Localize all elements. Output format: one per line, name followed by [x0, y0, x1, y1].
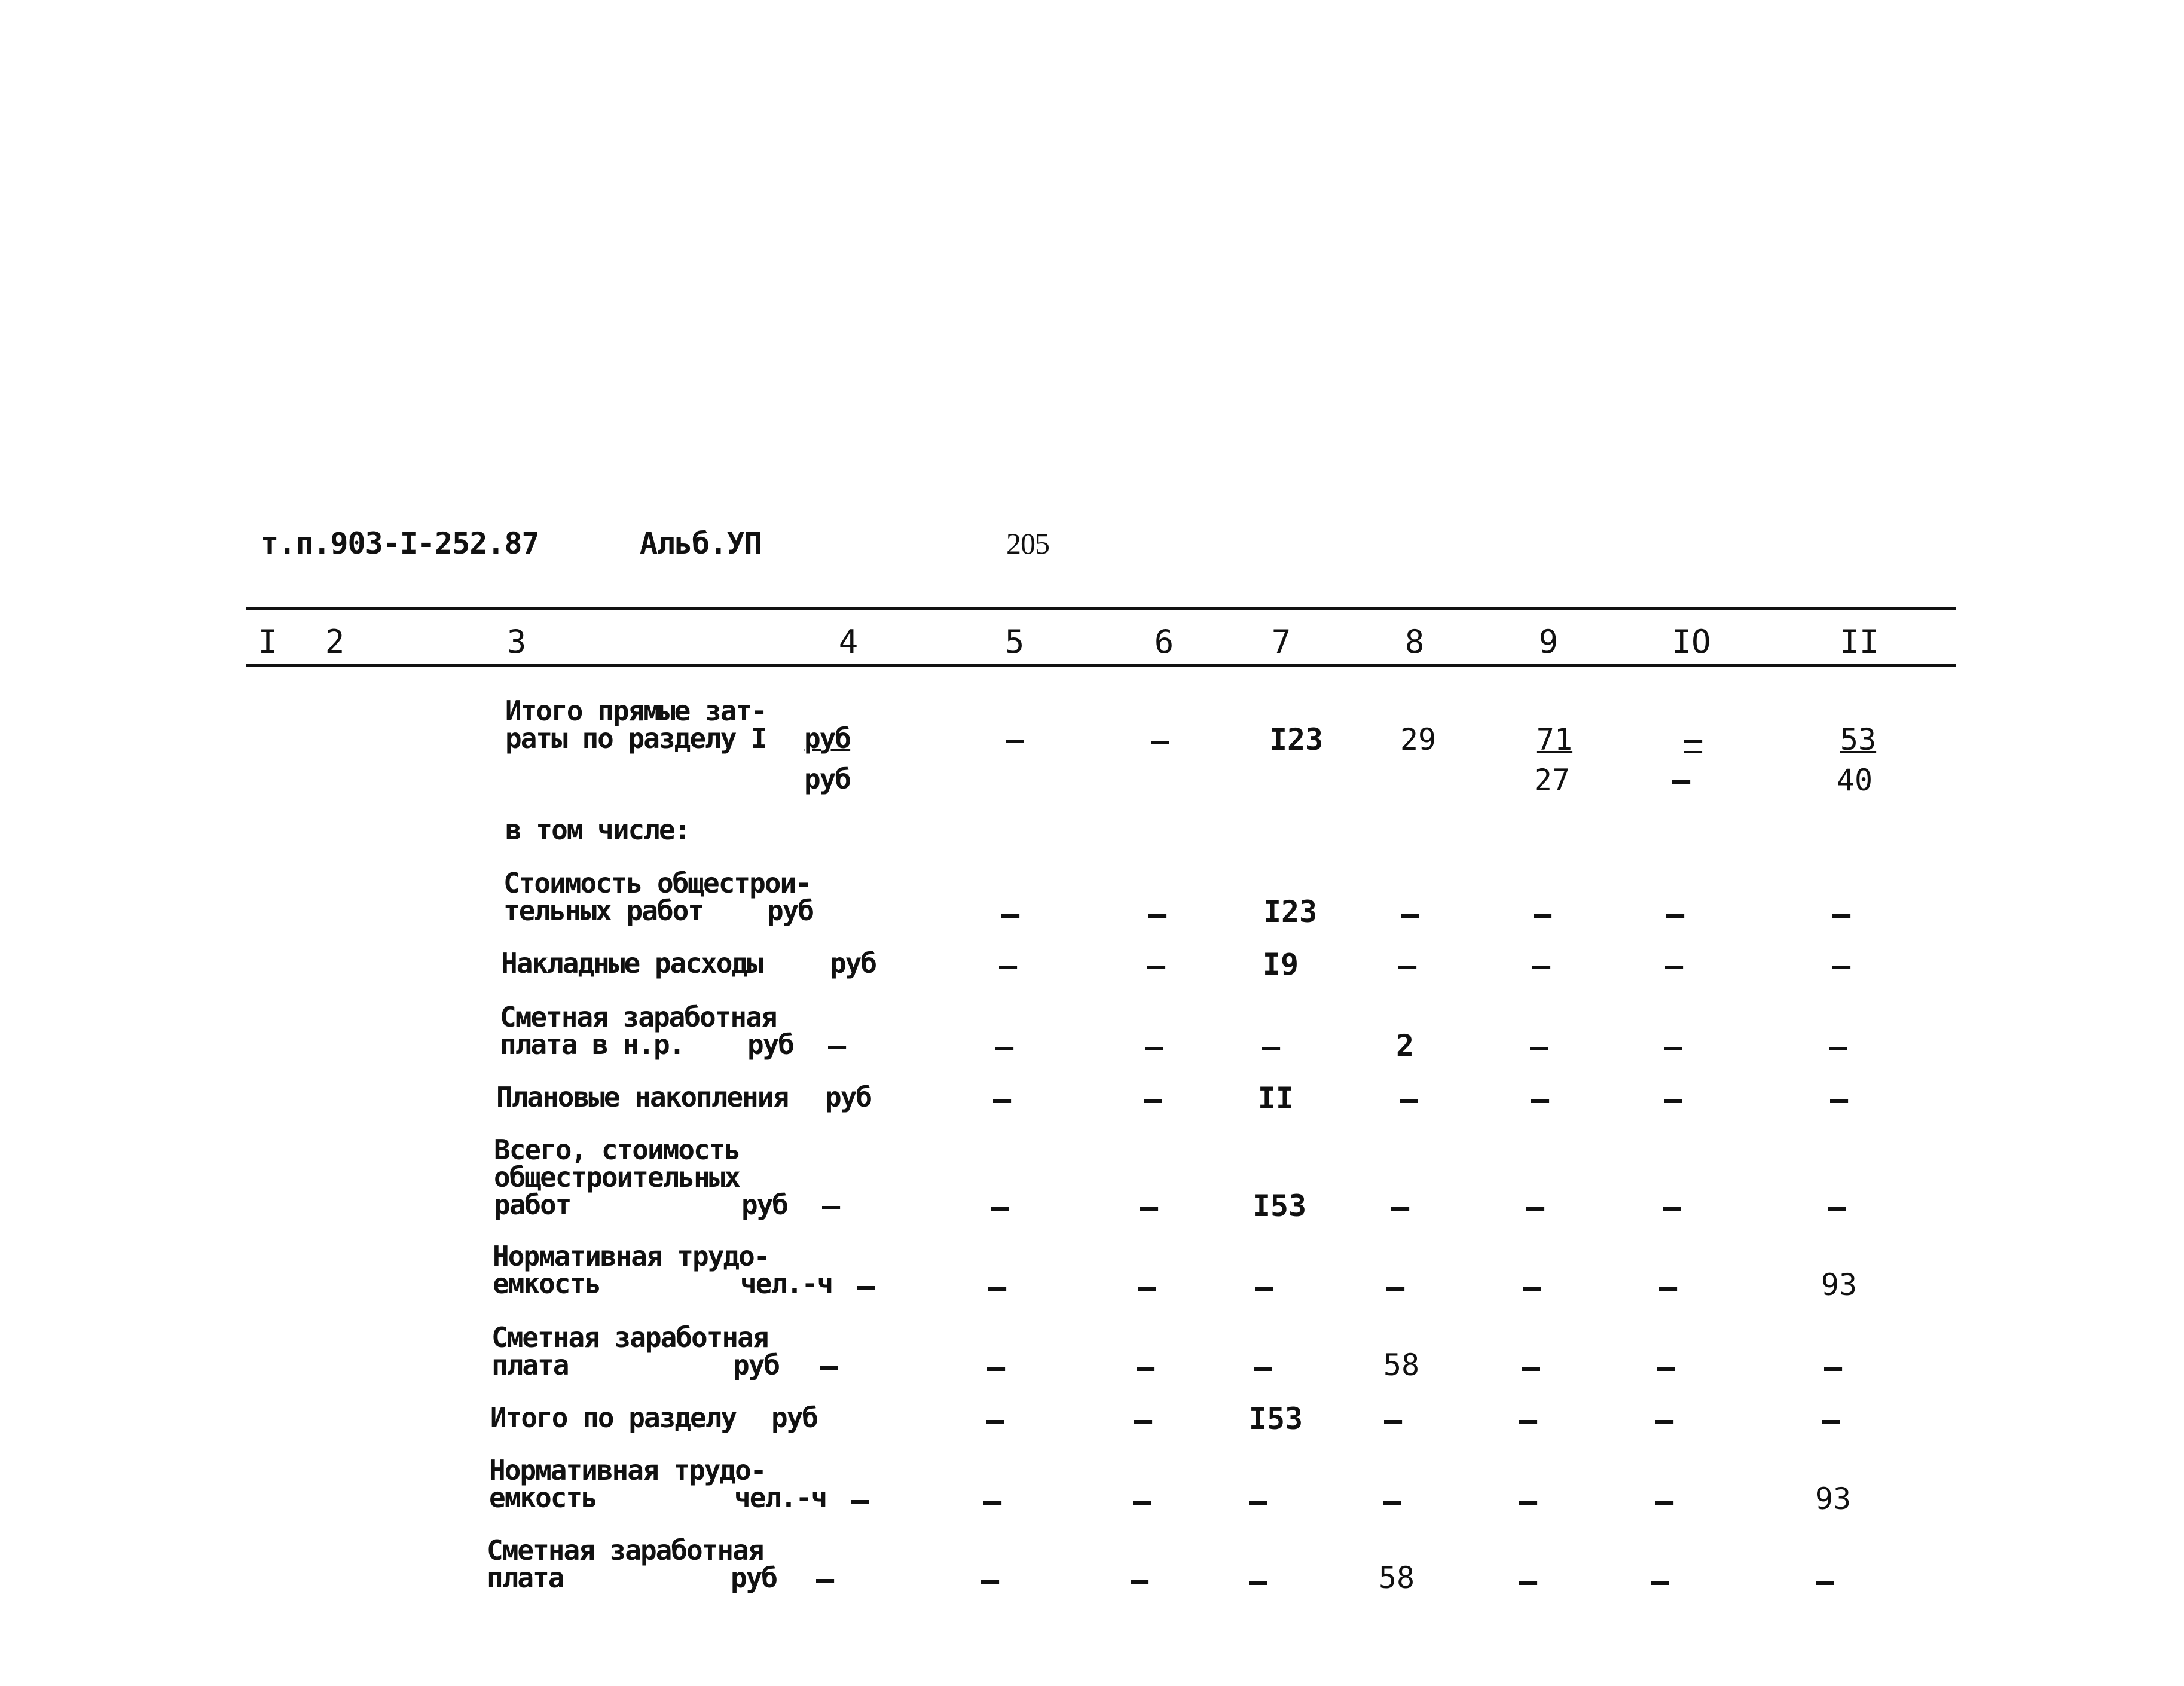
cell-col9-denominator: 27: [1534, 763, 1571, 798]
cell-col9: –: [1531, 1082, 1550, 1117]
cell-col11: –: [1815, 1564, 1834, 1599]
cell-col8: –: [1398, 948, 1417, 983]
cell-col10: –: [1650, 1564, 1669, 1599]
row-unit: чел.-ч: [734, 1482, 827, 1514]
column-number-1: I: [258, 623, 278, 661]
cell-col9: –: [1519, 1403, 1538, 1437]
row-unit: руб: [804, 722, 851, 755]
column-number-6: 6: [1154, 623, 1174, 661]
cell-col7: –: [1248, 1564, 1267, 1599]
cell-col10: –: [1664, 948, 1684, 983]
row-unit: руб: [771, 1401, 818, 1434]
cell-col11: –: [1832, 948, 1851, 983]
cell-col8: –: [1400, 897, 1419, 931]
cell-col6: –: [1137, 1270, 1156, 1305]
column-number-9: 9: [1538, 623, 1559, 661]
cell-col9: –: [1533, 897, 1552, 931]
cell-col10-denominator: –: [1672, 763, 1691, 798]
row-description: Накладные расходы: [501, 947, 762, 979]
row-description: Нормативная трудо- емкость: [489, 1454, 766, 1514]
cell-col5: –: [998, 948, 1018, 983]
cell-col8: –: [1386, 1270, 1405, 1305]
cell-col8: 58: [1383, 1348, 1420, 1382]
table-top-rule: [246, 607, 1956, 610]
cell-col6: –: [1143, 1082, 1162, 1117]
cell-col5: –: [986, 1350, 1006, 1385]
column-number-3: 3: [506, 623, 527, 661]
cell-col8: 2: [1395, 1028, 1415, 1063]
cell-col5: –: [1001, 897, 1020, 931]
cell-col11: 93: [1820, 1267, 1858, 1302]
cell-col5: –: [990, 1190, 1009, 1224]
row-unit-secondary: руб: [804, 763, 851, 795]
column-number-4: 4: [838, 623, 859, 661]
row-unit: руб: [825, 1081, 872, 1113]
row-description: Нормативная трудо- емкость: [493, 1240, 769, 1300]
row-unit: чел.-ч: [740, 1267, 833, 1300]
cell-col6: –: [1132, 1484, 1151, 1519]
cell-col8: –: [1399, 1082, 1418, 1117]
row-description: Итого по разделу: [490, 1401, 737, 1434]
cell-col5: –: [980, 1563, 1000, 1598]
row-description: Плановые накопления: [496, 1081, 789, 1113]
page-number: 205: [1006, 527, 1049, 560]
cell-col9: –: [1522, 1270, 1541, 1305]
row-description: Сметная заработная плата: [491, 1321, 768, 1381]
cell-col6: –: [1147, 948, 1166, 983]
doc-reference: т.п.903-I-252.87: [261, 526, 539, 561]
cell-col11-denominator: 40: [1836, 763, 1873, 798]
cell-col5: –: [992, 1082, 1012, 1117]
cell-col7: I53: [1252, 1189, 1307, 1223]
table-header-rule: [246, 664, 1956, 667]
row-unit: руб: [733, 1349, 780, 1381]
cell-col10: –: [1666, 897, 1685, 931]
row-description: Итого прямые зат- раты по разделу I: [505, 695, 766, 755]
cell-col4: –: [821, 1189, 841, 1223]
cell-col10: –: [1655, 1403, 1674, 1437]
row-unit: руб: [767, 894, 814, 927]
column-number-8: 8: [1404, 623, 1425, 661]
row-description: в том числе:: [505, 814, 690, 846]
cell-col11: –: [1823, 1350, 1843, 1385]
cell-col11: –: [1829, 1082, 1849, 1117]
cell-col10: –: [1655, 1484, 1674, 1519]
cell-col10: –: [1663, 1082, 1682, 1117]
cell-col10: –: [1663, 1030, 1682, 1064]
row-unit: руб: [741, 1189, 788, 1221]
column-number-5: 5: [1004, 623, 1025, 661]
cell-col6: –: [1150, 723, 1169, 758]
album-label: Альб.УП: [640, 526, 762, 561]
cell-col4: –: [856, 1269, 875, 1303]
cell-col7: I9: [1262, 947, 1299, 982]
row-unit: руб: [830, 947, 876, 979]
cell-col10: –: [1662, 1190, 1681, 1224]
cell-col7: I23: [1269, 722, 1324, 757]
cell-col9: –: [1519, 1484, 1538, 1519]
cell-col5: –: [985, 1403, 1004, 1437]
cell-col7: I53: [1248, 1401, 1303, 1436]
cell-col4: –: [819, 1349, 838, 1383]
cell-col7: –: [1248, 1484, 1267, 1519]
row-unit: руб: [747, 1028, 794, 1061]
column-number-7: 7: [1271, 623, 1291, 661]
cell-col11-numerator: 53: [1840, 722, 1877, 757]
cell-col9: –: [1519, 1564, 1538, 1599]
row-description: Стоимость общестрои- тельных работ: [503, 867, 811, 927]
column-number-11: II: [1840, 623, 1879, 661]
cell-col5: –: [1005, 722, 1024, 757]
row-description: Всего, стоимость общестроительных работ: [494, 1134, 740, 1221]
cell-col9: –: [1529, 1030, 1548, 1064]
cell-col6: –: [1134, 1403, 1153, 1437]
cell-col8: –: [1382, 1484, 1401, 1519]
cell-col7: –: [1261, 1030, 1281, 1064]
cell-col9: –: [1526, 1190, 1545, 1224]
cell-col6: –: [1130, 1563, 1149, 1598]
cell-col7: –: [1253, 1350, 1272, 1385]
cell-col8: 58: [1378, 1560, 1415, 1595]
cell-col11: –: [1821, 1403, 1840, 1437]
cell-col11: –: [1828, 1030, 1847, 1064]
column-number-10: IO: [1672, 623, 1711, 661]
cell-col6: –: [1148, 897, 1167, 931]
cell-col7: –: [1254, 1270, 1273, 1305]
cell-col9-numerator: 71: [1536, 722, 1573, 757]
cell-col10-numerator: –: [1684, 722, 1703, 757]
cell-col9: –: [1532, 948, 1551, 983]
cell-col11: 93: [1815, 1482, 1852, 1516]
cell-col10: –: [1656, 1350, 1675, 1385]
cell-col4: –: [827, 1028, 847, 1063]
cell-col9: –: [1521, 1350, 1540, 1385]
column-number-2: 2: [325, 623, 345, 661]
cell-col4: –: [815, 1562, 835, 1596]
row-unit: руб: [731, 1562, 777, 1594]
cell-col8: –: [1391, 1190, 1410, 1224]
cell-col10: –: [1658, 1270, 1678, 1305]
cell-col5: –: [995, 1030, 1014, 1064]
cell-col11: –: [1827, 1190, 1846, 1224]
row-description: Сметная заработная плата в н.р.: [500, 1001, 777, 1061]
cell-col6: –: [1136, 1350, 1155, 1385]
cell-col5: –: [988, 1270, 1007, 1305]
cell-col7: I23: [1263, 894, 1318, 929]
cell-col8: –: [1383, 1403, 1403, 1437]
cell-col6: –: [1140, 1190, 1159, 1224]
cell-col7: II: [1257, 1081, 1294, 1116]
cell-col5: –: [983, 1484, 1002, 1519]
row-description: Сметная заработная плата: [487, 1534, 763, 1594]
cell-col4: –: [850, 1483, 869, 1517]
cell-col8: 29: [1400, 722, 1437, 757]
cell-col6: –: [1144, 1030, 1163, 1064]
cell-col11: –: [1832, 897, 1851, 931]
